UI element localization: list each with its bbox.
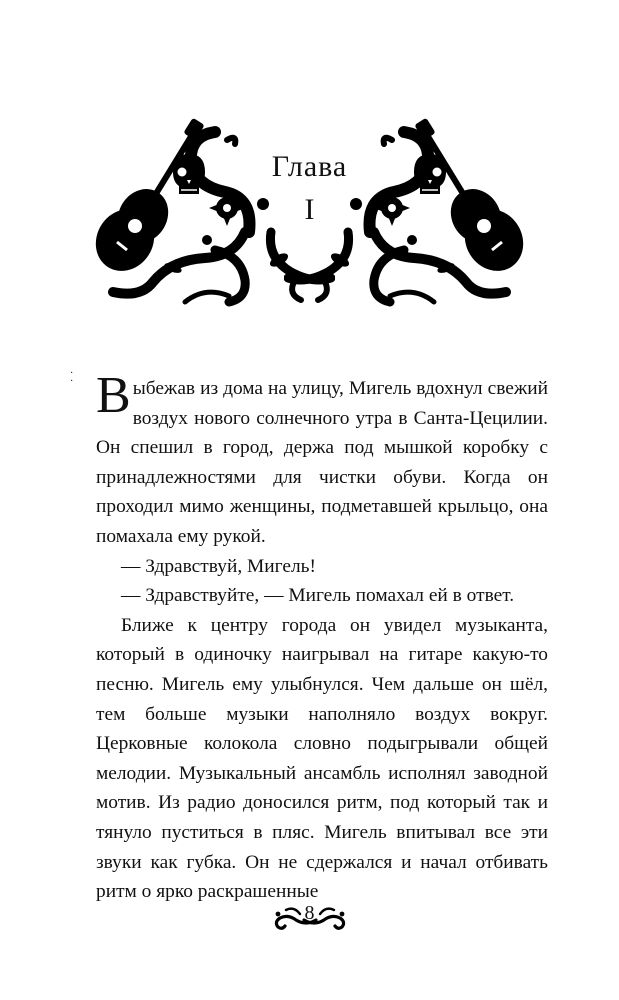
paragraph: — Здравствуй, Мигель! [121,555,316,577]
paragraph: Ближе к центру города он увидел музыканта, который в одиночку наигрывал на гитаре какую-то песню. Мигель ему улыбнулся. Чем дальше он шёл, тем больше музыки наполняло воздух вокруг. Церковные колокола словно подыгрывали общей мелодии. Музыкальный ансамбль исполнял заводной мотив. Из радио доносился ритм, под который так и тянуло пуститься в пляс. Мигель впитывал все эти звуки как губка. Он не сдержался и начал отбивать ритм о ярко раскрашенные [96,614,548,903]
paragraph [96,367,548,552]
chapter-title: Глава [271,150,348,183]
margin-dots: · · [70,368,74,387]
page-number: 8 [304,902,315,924]
page-footer [0,898,619,938]
chapter-body [96,367,548,907]
paragraph: — Здравствуйте, — Мигель помахал ей в ответ. [121,585,515,607]
drop-cap: В [96,367,131,424]
paragraph-text: ыбежав из дома на улицу, Мигель вдохнул свежий воздух нового солнечного утра в Санта-Цецилии. Он спешил в город, держа под мышкой коробку с принадлежностями для чистки обуви. Когда он проходил мимо женщины, подметавшей крыльцо, она помахала ему рукой. [96,378,548,547]
flourish-icon [298,904,350,932]
chapter-number: I [304,193,315,226]
